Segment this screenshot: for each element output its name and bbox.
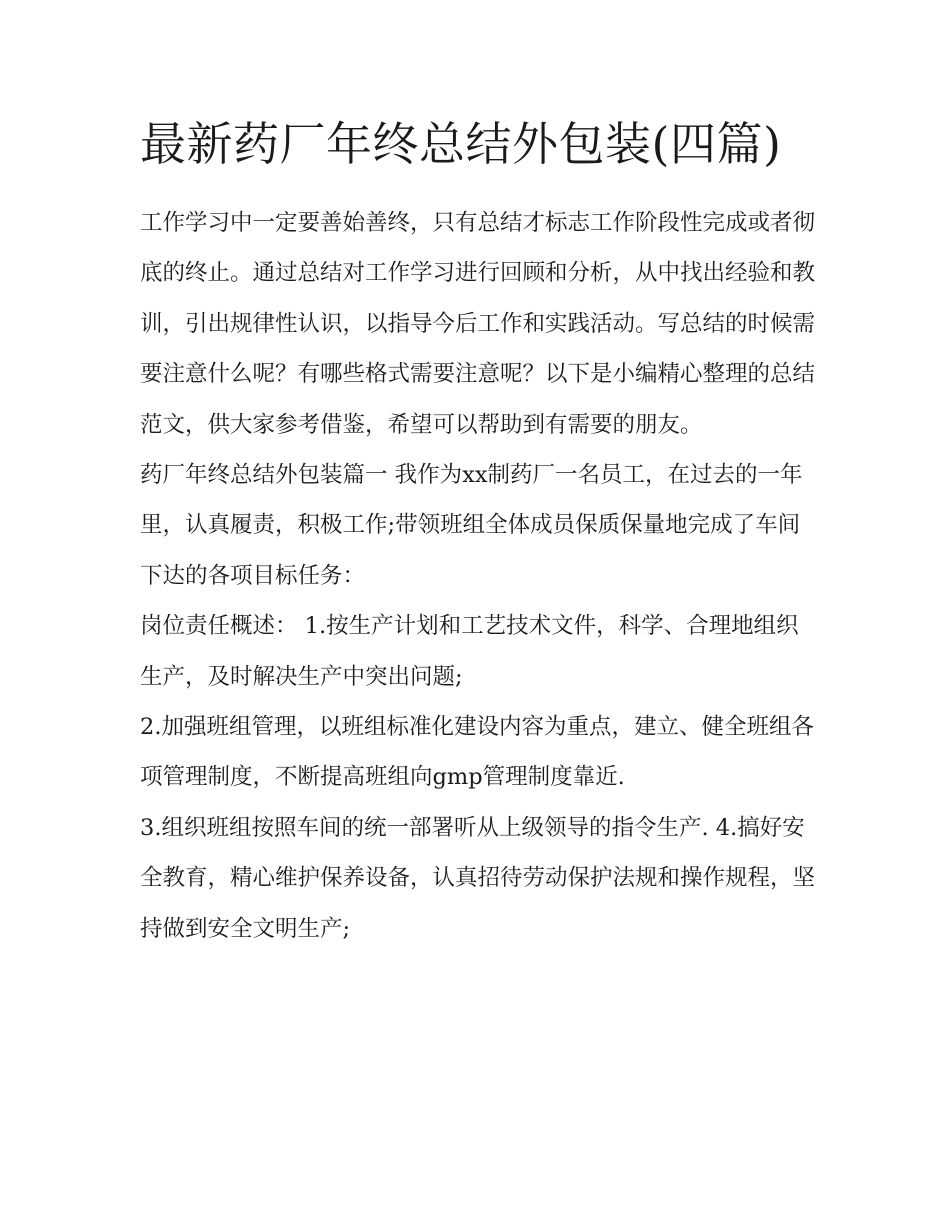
duty-item-1: 岗位责任概述： 1.按生产计划和工艺技术文件，科学、合理地组织生产，及时解决生产中突出问题; [140, 613, 799, 690]
article-one-paragraph: 药厂年终总结外包装篇一 我作为xx制药厂一名员工，在过去的一年里，认真履责，积极工作;带领班组全体成员保质保量地完成了车间下达的各项目标任务： [140, 462, 803, 589]
duty-item-2: 2.加强班组管理，以班组标准化建设内容为重点，建立、健全班组各项管理制度，不断提高班组向gmp管理制度靠近. [140, 714, 814, 791]
intro-paragraph: 工作学习中一定要善始善终，只有总结才标志工作阶段性完成或者彻底的终止。通过总结对工作学习进行回顾和分析，从中找出经验和教训，引出规律性认识，以指导今后工作和实践活动。写总结的时候需要注意什么呢？有哪些格式需要注意呢？以下是小编精心整理的总结范文，供大家参考借鉴，希望可以帮助到有需要的朋友。 [140, 210, 816, 438]
document-page [140, 112, 815, 954]
document-title: 最新药厂年终总结外包装(四篇) [140, 117, 782, 171]
duty-item-3-4: 3.组织班组按照车间的统一部署听从上级领导的指令生产. 4.搞好安全教育，精心维护保养设备，认真招待劳动保护法规和操作规程，坚持做到安全文明生产; [140, 814, 816, 942]
